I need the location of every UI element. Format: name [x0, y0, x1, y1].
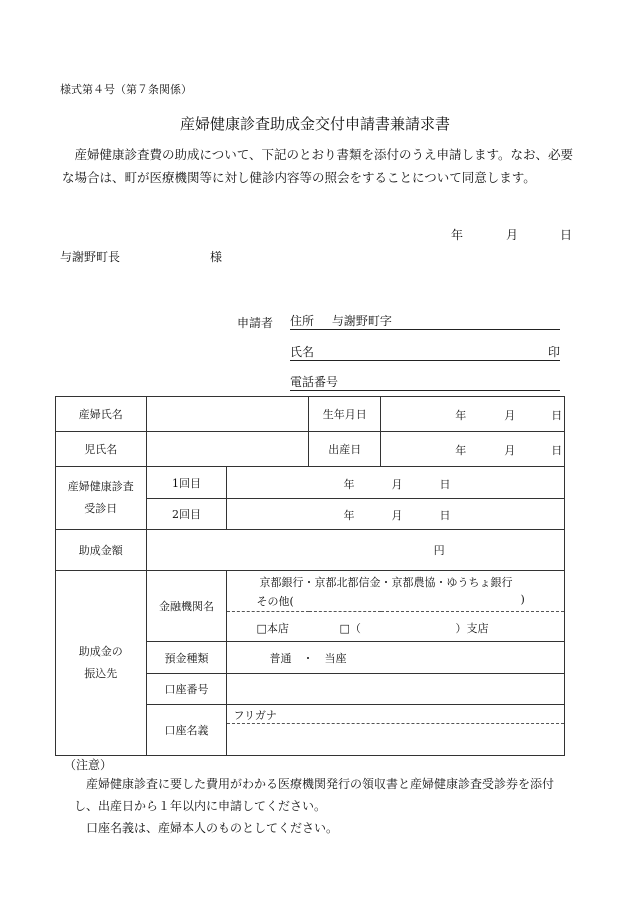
bank-options: 京都銀行・京都北都信金・京都農協・ゆうちょ銀行	[259, 576, 513, 589]
delivery-date-label: 出産日	[309, 432, 381, 467]
table-row	[56, 467, 565, 499]
form-number: 様式第４号（第７条関係）	[60, 83, 192, 96]
other-bank-open: その他(	[256, 595, 294, 608]
child-name-input[interactable]	[146, 432, 309, 467]
yen-unit: 円	[433, 544, 445, 557]
branch-select[interactable]	[227, 612, 565, 642]
notes-heading: （注意）	[64, 758, 113, 772]
table-row	[56, 571, 565, 612]
applicant-phone-field[interactable]	[290, 373, 560, 391]
account-holder-label: 口座名義	[146, 705, 227, 756]
applicant-address-field[interactable]	[290, 312, 560, 330]
furigana-divider	[227, 723, 564, 724]
transfer-label	[56, 571, 147, 756]
first-visit-date-input[interactable]	[227, 467, 565, 499]
addressee: 与謝野町長	[60, 250, 121, 264]
branch-checkbox[interactable]: □（	[339, 621, 361, 635]
checkup-label-line2: 受診日	[84, 502, 118, 515]
account-number-label: 口座番号	[146, 674, 227, 705]
second-day: 日	[439, 509, 451, 522]
birth-date-label: 生年月日	[309, 397, 381, 432]
second-year: 年	[343, 509, 355, 522]
second-visit-date-input[interactable]	[227, 499, 565, 530]
date-month: 月	[506, 228, 519, 242]
furigana-label: フリガナ	[233, 709, 277, 722]
deposit-type-options: 普通 ・ 当座	[269, 651, 347, 665]
table-row	[56, 397, 565, 432]
transfer-label-line2: 振込先	[84, 667, 118, 680]
deposit-type-label: 預金種類	[146, 642, 227, 674]
institution-select[interactable]	[227, 571, 565, 612]
mother-name-input[interactable]	[146, 397, 309, 432]
name-label: 氏名	[290, 345, 315, 359]
amount-label: 助成金額	[56, 530, 147, 571]
page-title: 産婦健康診査助成金交付申請書兼請求書	[179, 115, 450, 133]
delivery-year: 年	[455, 444, 467, 457]
birth-month: 月	[504, 409, 516, 422]
delivery-date-input[interactable]	[381, 432, 565, 467]
note-1: 産婦健康診査に要した費用がわかる医療機関発行の領収書と産婦健康診査受診券を添付し、出産日から１年以内に申請してください。	[74, 777, 555, 813]
date-year: 年	[451, 228, 464, 242]
checkup-date-label	[56, 467, 147, 530]
address-label: 住所	[290, 314, 315, 328]
application-table	[55, 396, 565, 756]
table-row	[56, 432, 565, 467]
first-visit-label: 1回目	[146, 467, 227, 499]
addressee-honorific: 様	[210, 250, 223, 264]
birth-day: 日	[551, 409, 563, 422]
date-day: 日	[560, 228, 573, 242]
delivery-day: 日	[551, 444, 563, 457]
deposit-type-select[interactable]	[227, 642, 565, 674]
child-name-label: 児氏名	[56, 432, 147, 467]
account-holder-input[interactable]	[227, 705, 565, 756]
head-office-checkbox[interactable]: □本店	[256, 621, 289, 635]
mother-name-label: 産婦氏名	[56, 397, 147, 432]
account-number-input[interactable]	[227, 674, 565, 705]
applicant-label: 申請者	[237, 316, 274, 330]
checkup-label-line1: 産婦健康診査	[67, 480, 134, 493]
note-2: 口座名義は、産婦本人のものとしてください。	[86, 821, 339, 835]
amount-input[interactable]	[146, 530, 564, 571]
branch-suffix: ）支店	[455, 621, 489, 635]
birth-date-input[interactable]	[381, 397, 565, 432]
intro-text: 産婦健康診査費の助成について、下記のとおり書類を添付のうえ申請します。なお、必要な場合は、町が医療機関等に対し健診内容等の照会をすることについて同意します。	[62, 147, 574, 185]
second-visit-label: 2回目	[146, 499, 227, 530]
table-row	[56, 530, 565, 571]
applicant-name-field[interactable]	[290, 343, 560, 361]
transfer-label-line1: 助成金の	[78, 645, 123, 658]
other-bank-close: )	[520, 593, 525, 606]
second-month: 月	[391, 509, 403, 522]
first-year: 年	[343, 477, 355, 491]
delivery-month: 月	[504, 444, 516, 457]
address-value: 与謝野町字	[331, 314, 392, 328]
phone-label: 電話番号	[290, 375, 339, 389]
seal-mark: 印	[547, 345, 560, 359]
institution-label: 金融機関名	[146, 571, 227, 642]
first-day: 日	[439, 477, 451, 491]
first-month: 月	[391, 477, 403, 491]
birth-year: 年	[455, 409, 467, 422]
